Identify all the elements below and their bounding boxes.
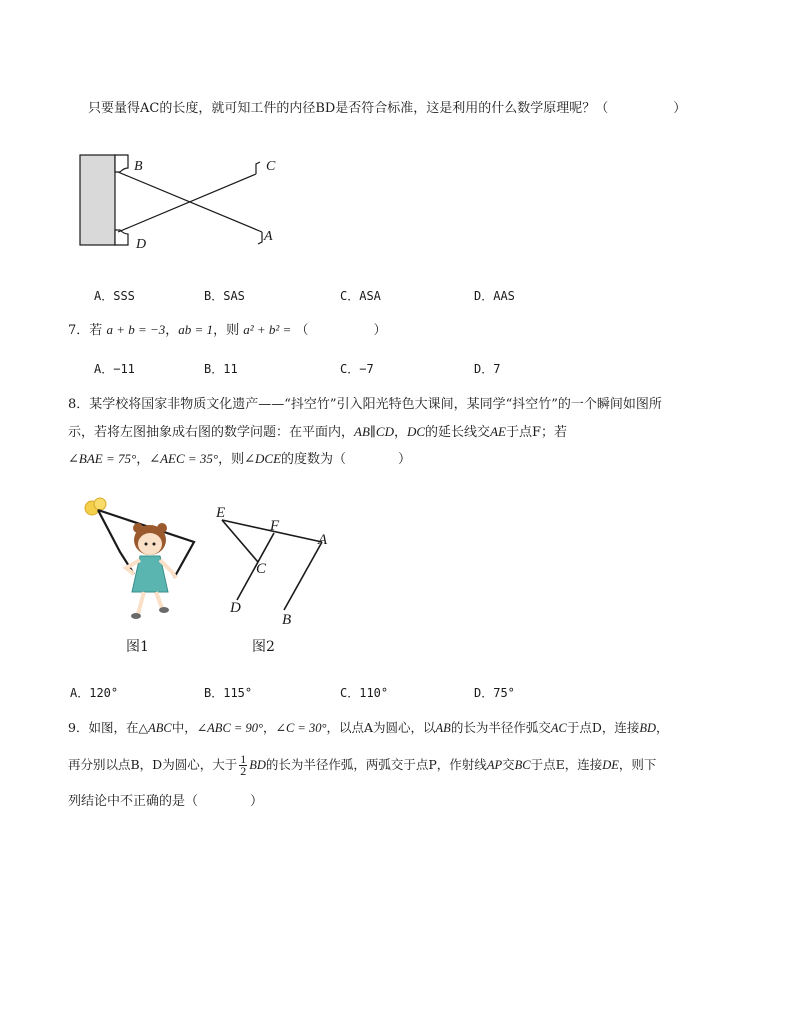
workpiece-top-jaw xyxy=(115,155,128,172)
q9-line1 xyxy=(68,719,669,737)
q8-angle-aec: ∠AEC = 35° xyxy=(149,451,219,466)
q8-line2 xyxy=(68,423,567,442)
label-B: B xyxy=(134,159,143,174)
q9-angle-c: ∠C = 30° xyxy=(275,721,327,735)
q9-line2-i: ，则下 xyxy=(618,757,657,772)
q7-option-d: D．7 xyxy=(474,362,501,376)
q8-option-d: D．75° xyxy=(474,686,515,700)
q7-text: 7．若 a + b = −3，ab = 1，则 a² + b² = （ ） xyxy=(68,322,387,338)
fig2-label-E: E xyxy=(216,505,226,521)
girl-bun-left xyxy=(133,523,143,533)
q6-option-c: C．ASA xyxy=(340,289,381,303)
girl-leg-right xyxy=(156,592,162,608)
q8-option-b: B．115° xyxy=(204,686,253,700)
q9-bc: BC xyxy=(514,758,531,772)
q6-text: 只要量得AC的长度，就可知工件的内径BD是否符合标准，这是利用的什么数学原理呢？（ ） xyxy=(88,101,687,116)
label-C: C xyxy=(266,159,276,174)
q9-line1-c: 中， xyxy=(171,720,197,735)
q9-bd: BD xyxy=(639,721,657,735)
q8-figure1-illustration xyxy=(82,496,207,626)
workpiece-block xyxy=(80,155,115,245)
q9-line2-a: 再分别以点B，D为圆心，大于 xyxy=(68,757,238,772)
q7-option-a: A．−11 xyxy=(94,362,135,376)
q9-line2 xyxy=(68,754,656,777)
fig2-label-D: D xyxy=(230,600,241,616)
q8-angle-bae: ∠BAE = 75° xyxy=(68,451,137,466)
q9-ac: AC xyxy=(550,721,567,735)
q8-dc: DC xyxy=(406,424,426,439)
q8-line2-g: 于点F；若 xyxy=(505,425,567,440)
hook-C xyxy=(256,162,260,174)
q9-line2-g: 于点E，连接 xyxy=(530,757,603,772)
q7-number: 7． xyxy=(68,323,90,338)
q9-frac-num: 1 xyxy=(240,752,247,766)
workpiece-bottom-jaw xyxy=(115,230,128,245)
q9-angle-abc: ∠ABC = 90° xyxy=(196,721,263,735)
fig2-label-F: F xyxy=(270,518,280,534)
q9-line1-a: 9．如图，在 xyxy=(68,720,139,735)
q9-line1-m: ， xyxy=(656,720,669,735)
q9-ab: AB xyxy=(435,721,451,735)
q8-line3 xyxy=(68,450,411,469)
q8-line1: 8．某学校将国家非物质文化遗产——“抖空竹”引入阳光特色大课间，某同学“抖空竹”的一个瞬间如图所 xyxy=(68,397,662,412)
q9-line3: 列结论中不正确的是（ ） xyxy=(68,794,264,809)
q8-ab-parallel-cd: AB∥CD xyxy=(354,424,394,439)
label-A: A xyxy=(264,229,273,244)
q7-blank: （ ） xyxy=(295,323,387,338)
fig2-label-B: B xyxy=(282,612,292,628)
fig2-label-A: A xyxy=(318,532,328,548)
q8-line3-b: ， xyxy=(136,452,150,467)
fig2-label-C: C xyxy=(256,561,267,577)
q6-option-a: A．SSS xyxy=(94,289,135,303)
q9-bd-2: BD xyxy=(249,758,266,772)
girl-eye-right xyxy=(153,543,156,546)
girl-shoe-left xyxy=(131,613,141,619)
label-D: D xyxy=(136,237,147,252)
q7-option-b: B．11 xyxy=(204,362,238,376)
q9-ap: AP xyxy=(486,758,503,772)
q9-line1-g: ，以点A为圆心，以 xyxy=(326,720,436,735)
q8-line2-a: 示，若将左图抽象成右图的数学问题：在平面内， xyxy=(68,425,355,440)
segment-AB xyxy=(284,542,322,610)
q6-option-b: B．SAS xyxy=(204,289,245,303)
hook-A xyxy=(258,232,262,244)
q9-fraction-half xyxy=(239,754,247,777)
girl-face xyxy=(138,533,162,555)
segment-DC xyxy=(118,174,256,232)
girl-shoe-right xyxy=(159,607,169,613)
q7-prefix: 若 xyxy=(89,323,103,338)
q9-line1-i: 的长为半径作弧交 xyxy=(450,720,551,735)
q7-ask-prefix: ，则 xyxy=(213,323,240,338)
q9-triangle: △ABC xyxy=(138,721,172,735)
q9-line1-e: ， xyxy=(262,720,276,735)
q8-option-a: A．120° xyxy=(70,686,119,700)
girl-bun-right xyxy=(157,523,167,533)
q7-ask: a² + b² = xyxy=(243,322,292,337)
girl-leg-left xyxy=(138,592,144,614)
diabolo-ball-2 xyxy=(94,498,106,510)
q8-ae: AE xyxy=(490,424,506,439)
q8-figure2-diagram xyxy=(212,500,342,630)
q8-figure1-caption: 图1 xyxy=(126,639,149,655)
q8-line2-c: ， xyxy=(393,425,407,440)
q9-line2-c: 的长为半径作弧，两弧交于点P，作射线 xyxy=(265,757,487,772)
q7-cond2: ab = 1 xyxy=(178,322,214,337)
q6-option-d: D．AAS xyxy=(474,289,515,303)
q8-line2-e: 的延长线交 xyxy=(425,425,491,440)
q7-cond1: a + b = −3 xyxy=(106,322,166,337)
q8-option-c: C．110° xyxy=(340,686,389,700)
q7-option-c: C．−7 xyxy=(340,362,374,376)
q9-line2-e: 交 xyxy=(502,757,515,772)
q8-line3-d: ，则 xyxy=(218,452,245,467)
q9-frac-den: 2 xyxy=(240,764,247,778)
q8-figure2-caption: 图2 xyxy=(252,639,275,655)
q8-angle-dce: ∠DCE xyxy=(244,451,282,466)
q9-line1-k: 于点D，连接 xyxy=(566,720,640,735)
girl-eye-left xyxy=(145,543,148,546)
q9-de: DE xyxy=(602,758,619,772)
q6-figure xyxy=(74,150,294,255)
q8-line3-f: 的度数为（ ） xyxy=(281,452,412,467)
